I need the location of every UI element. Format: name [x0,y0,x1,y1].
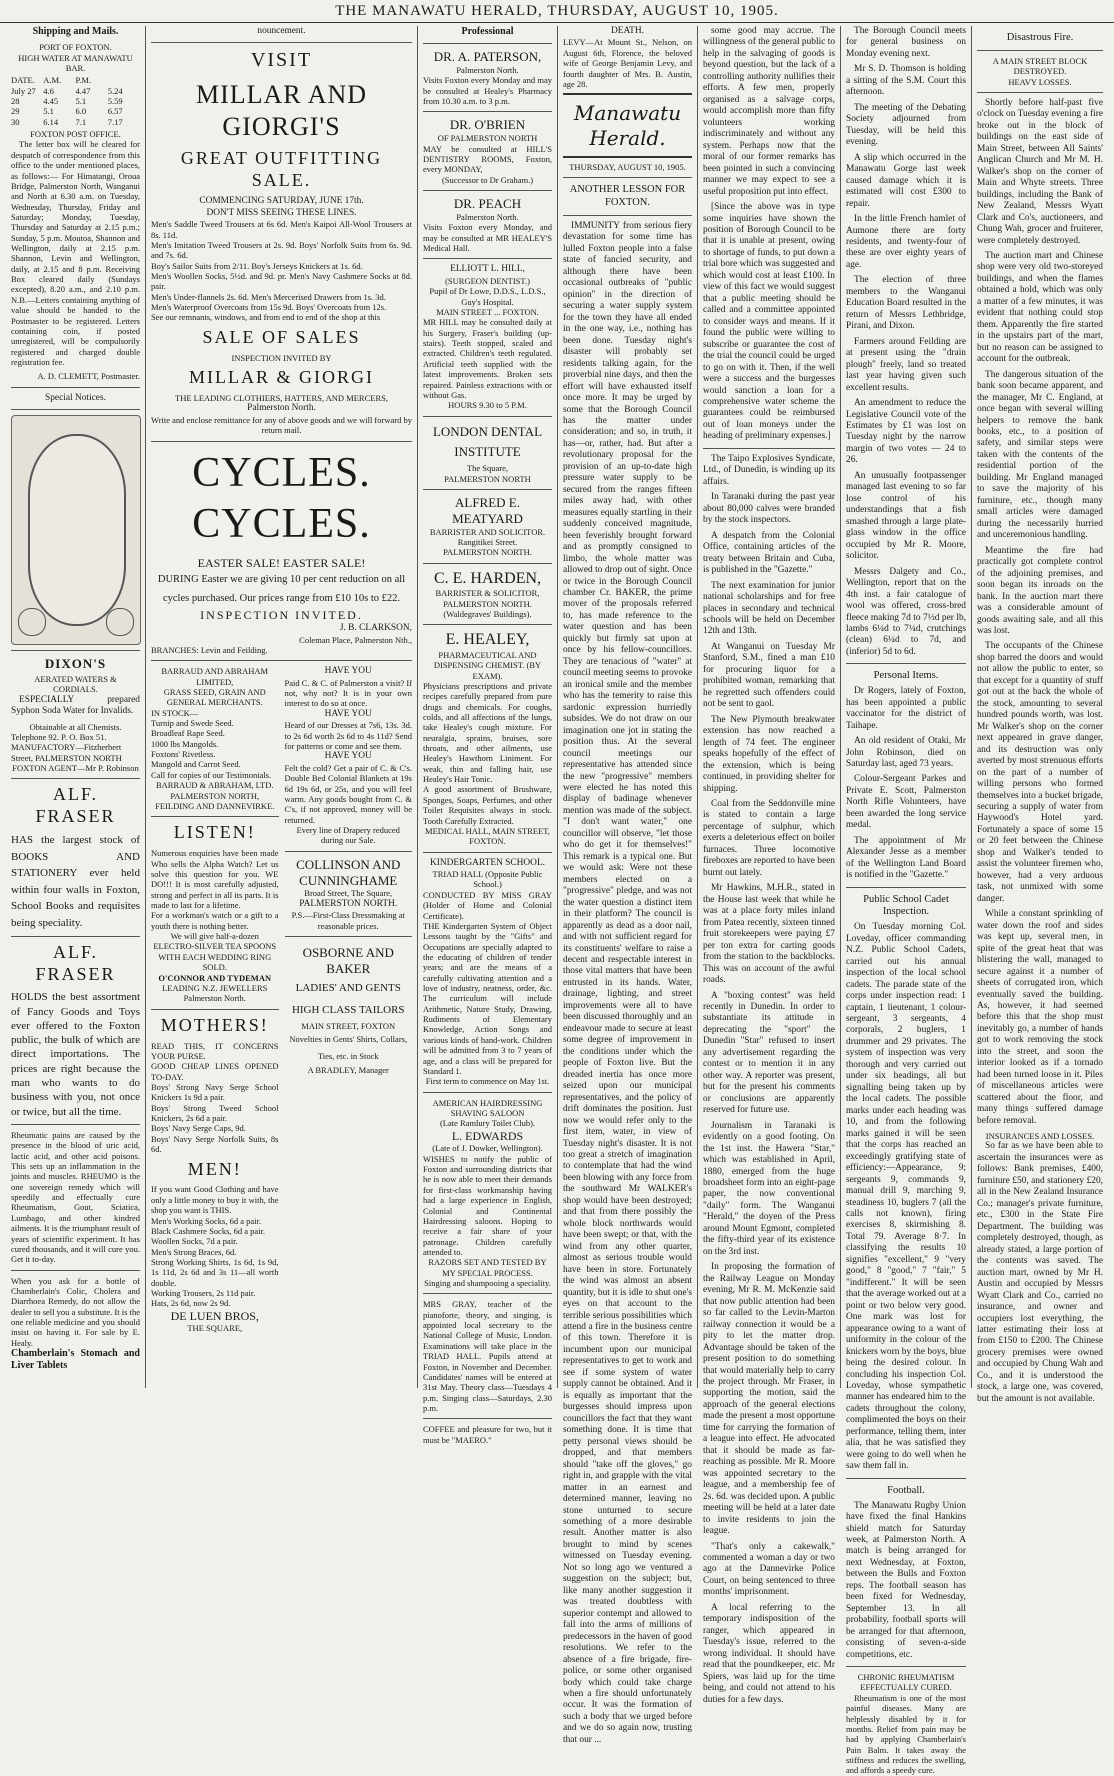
kinder-text: THE Kindergarten System of Object Lessons taught by the "Gifts" and Occupations are specially adapted to the educating of children of tender years; and are the means of a carefully cultivating attention and a love of industry, neatness, order, &c. The curriculum will include Arithmetic, Nature Study, Drawing, Rudiments of Elementary Knowledge, Action Songs and various kinds of hand-work. Children will be admitted from 3 to 7 years of age, and a class will be prepared for Standard 1. [423,920,552,1076]
collinson-ps: P.S.—First-Class Dressmaking at reasonable prices. [291,910,405,931]
osborne-nov: Novelties in Gents' Shirts, Collars, Ties, etc. in Stock [289,1034,408,1062]
edwards: L. EDWARDS [451,1128,524,1143]
sale-lines [151,219,412,312]
london-addr: The Square, [466,463,509,474]
personal-item: Colour-Sergeant Parkes and Private E. Scott, Palmerston North Rifle Volunteers, have been awarded the long service medal. [846,774,966,831]
editorial-note: [Since the above was in type some inquiries have shown the position of Borough Council to be that it is unable at present, owing to shortage of funds, to put down a trial bore which was suggested and which would cost at least £100. In view of this fact we would suggest that a public meeting should be called and a committee appointed to consider ways and means. If it found the public were willing to subscribe or guarantee the cost of the trial the council could be urged to go on with it. Then, if the well were a success and the burgesses would sanction a loan for a comprehensive water scheme the guarantees could be reimbursed out of loan moneys under the heading of preliminary expenses.] [703,202,835,442]
fire-sub-2: HEAVY LOSSES. [1008,76,1072,87]
barraud-stock: Mangold and Carrot Seed. [151,759,241,770]
harden-sub: BARRISTER & SOLICITOR, [435,588,540,599]
easter-text: DURING Easter we are giving 10 per cent reduction on all cycles purchased. Our prices range from £10 10s to £22. [157,573,406,604]
wedding: We will give half-a-dozen ELECTRO-SILVER TEA SPOONS WITH EACH WEDDING RING SOLD. [153,931,277,973]
chronic-text: Rheumatism is one of the most painful diseases. Many are helplessly disabled by it for months. Relief from pain may be had by applying Chamberlain's Pain Balm. It takes away the stiffness and reduces the swelling, and affords a speedy cure. [846,1692,966,1776]
post-text: The letter box will be cleared for despatch of correspondence from this office to the under mentioned places, as follows:— For Himatangi, Oroua Bridge, Palmerston North, Wanganui and North at 6.30 a.m. on Tuesday, Wednesday, Thursday, Friday and Saturday; Monday, Tuesday, Thursday and Saturday at 2.15 p.m.; Sunday, 5 p.m. Moutoa, Shannon and Wellington, daily at 2.15 p.m. Shannon, Levin and Wellington, daily, at 2.15 and 8 p.m. Receiving Box cleared daily (Sundays excepted), 8.20 a.m., and 2.10 p.m. N.B.—Letters containing anything of value should be handed to the Postmaster to be registered. Letters containing coin, if posted unregistered, will be compulsorily registered and charged double registration fee. [11,139,140,367]
coffee: COFFEE and pleasure for two, but it must be "MAERO." [423,1424,552,1445]
dixon-factory: MANUFACTORY—Fitzherbert Street, PALMERSTON NORTH [11,742,122,763]
edwards-sub: (Late of J. Dowker, Wellington). [432,1143,543,1154]
de-luen-sub: THE SQUARE, [187,1323,243,1334]
post-title: FOXTON POST OFFICE. [30,129,121,140]
cycles-title: CYCLES. CYCLES. [192,449,371,547]
meatyard-addr: Rangitikei Street. [457,536,518,547]
obrien-text: MAY be consulted at HILL'S DENTISTRY ROOMS, Foxton, every MONDAY, [423,143,552,175]
sale-line: Boy's Sailor Suits from 2/11. Boy's Jerseys Knickers at 1s. 6d. [151,260,363,271]
tide-cell: 29 [11,106,20,117]
port-title: PORT OF FOXTON. [39,42,112,53]
column-editorial [558,26,698,1745]
men-line: Working Trousers, 2s 11d pair. [151,1288,256,1299]
insurances-head: INSURANCES AND LOSSES. [985,1131,1095,1142]
harden-place: PALMERSTON NORTH. [443,598,532,609]
notices-title: Special Notices. [45,392,106,403]
column-advertisements [146,26,418,1388]
fire-text: The auction mart and Chinese shop were very old two-storeyed buildings, and when the flames obtained a hold, which was only a matter of a few minutes, it was evident that nothing could stop them. Apparently the fire started in the upstairs part of the mart, but no reason can be assigned to account for the outbreak. [977,250,1103,365]
news-item: Mr Hawkins, M.H.R., stated in the House last week that while he was at a place forty miles inland from Patea recently, sixteen tinned fruit storekeepers were paying £7 per ton extra for carting goods from the station to the backblocks. This was on account of the awful roads. [703,883,835,986]
barraud-sig: BARRAUD & ABRAHAM, LTD. [155,780,274,791]
mothers-line: Boys' Strong Tweed School Knickers, 2s 6d a pair. [151,1102,279,1124]
personal-item: The appointment of Mr Alexander Jesse as a member of the Wellington Land Board is notified in the "Gazette." [846,835,966,881]
ads-right [285,666,413,1334]
sale-line: Men's Woollen Socks, 5½d. and 9d. pr. Men's Navy Cashmere Socks at 8d. pair. [151,270,412,292]
medical-hall: MEDICAL HALL, MAIN STREET, FOXTON. [425,825,550,847]
fraser-title-2: ALF. FRASER [35,942,116,985]
elliott: ELLIOTT L. HILL, [450,264,525,275]
kindergarten: KINDERGARTEN SCHOOL. [429,857,546,868]
tide-cell: 5.59 [107,95,123,106]
millar-place: Palmerston North. [247,403,316,414]
men-title: MEN! [187,1158,242,1179]
barraud-stock: Foxtons' Rivetless. [151,749,216,760]
news-item: The Taipo Explosives Syndicate, Ltd., of Dunedin, is winding up its affairs. [703,453,835,487]
men-text: If you want Good Clothing and have only a little money to buy it with, the shop you want is THIS. [151,1184,279,1216]
obrien-succ: (Successor to Dr Graham.) [441,174,534,185]
tide-table [11,75,140,127]
local-item: In the little French hamlet of Aumone there are forty residents, and twenty-four of these are over eighty years of age. [846,214,966,270]
healey: E. HEALEY, [445,631,530,649]
osborne-sig: A BRADLEY, Manager [307,1065,389,1076]
men-line: Black Cashmere Socks, 6d a pair. [151,1225,266,1236]
oconnor-sub: LEADING N.Z. JEWELLERS [162,982,268,993]
tide-cell: 30 [11,116,20,127]
personal-item: An old resident of Otaki, Mr John Robinson, died on Saturday last, aged 73 years. [846,736,966,769]
write-remittance: Write and enclose remittance for any of above goods and we will forward by return mail. [151,414,412,436]
tide-header [108,75,140,85]
cadet-text: On Tuesday morning Col. Loveday, officer commanding N.Z. Public School Cadets, carried out his annual inspection of the local school cadets. The parade state of the corps under inspection read: 1 captain, 1 lieutenant, 1 colour-sergeant, 3 sergeants, 4 corporals, 2 buglers, 1 drummer and 29 privates. The system of inspection was very thorough and very carried out under six headings, all but signalling being taken up by the local cadets. The possible marks under each heading was 10, and from the following marks gained it will be seen that the corps has reached an exceedingly gratifying state of efficiency:—Appearance, 9; sergeants 9, commands 9, manual drill 9, marching 9, steadiness 10, buglers 7 (all the calls not known), firing exercises 8, skirmishing 8. Total 79. Average 8·7. In classifying the results 10 signifies "excellent," 9 "very good," 8 "good," 7 "fair," 5 "indifferent." It will be seen that the average worked out at a point or two below very good. One mark was lost for appearance owing to a want of uniformity in the colour of the knickers worn by the boys, blue being the desired colour. In concluding his inspection Col. Loveday, whose sympathetic manner has endeared him to the cadets throughout the colony, complimented the boys on their performance, telling them, inter alia, that he was satisfied they were going to do well when he saw them fall in. [846,922,966,1472]
local-item: The election of three members to the Wanganui Education Board resulted in the return of Messrs Lethbridge, Pirani, and Dixon. [846,275,966,332]
chronic-head: CHRONIC RHEUMATISM EFFECTUALLY CURED. [857,1672,955,1693]
barraud-stock: Turnip and Swede Seed. [151,718,234,729]
dixon-tel: Telephone 92. P. O. Box 51. [11,732,107,743]
harden-note: (Waldegraves' Buildings). [443,608,532,619]
singing: Singing and shampooing a speciality. [424,1278,551,1289]
razors: RAZORS SET AND TESTED BY MY SPECIAL PROCESS. [428,1257,547,1278]
inspection-invited-2: INSPECTION INVITED. [200,608,363,623]
obrien-sub: OF PALMERSTON NORTH [437,133,538,144]
elliott-text: MR HILL may be consulted daily at his Surgery, Fraser's building (up-stairs). Teeth stopped, scaled and extracted. Children's teeth regulated. Artificial teeth supplied with the latest improvements. Broken sets repaired. Painless extractions with or without Gas. [423,317,552,400]
news-item: In Taranaki during the past year about 80,000 calves were branded by the stock inspectors. [703,492,835,526]
news-item: Journalism in Taranaki is evidently on a good footing. On the 1st inst. the Hawera "Star," which was established in April, 1880, emerged from the huge broadsheet form into an eight-page paper, the now conventional "daily" form. The Wanganui "Herald," the doyen of the Press around Mount Egmont, completed the fifty-third year of its existence on the 3rd inst. [703,1120,835,1257]
have-you-1: HAVE YOU [324,666,372,677]
personal-item: Dr Rogers, lately of Foxton, has been appointed a public vaccinator for the district of Taihape. [846,686,966,731]
peach: DR. PEACH [453,196,522,212]
de-luen: DE LUEN BROS, [170,1308,259,1323]
fire-head: Disastrous Fire. [1006,32,1074,43]
dixon-title: DIXON'S [44,656,107,672]
collinson-addr: Broad Street, The Square, [304,888,393,899]
local-item: An amendment to reduce the Legislative Council vote of the Estimates by £1 was lost on Tuesday night by the narrow margin of two votes — 24 to 26. [846,398,966,466]
fraser-title: ALF. FRASER [35,784,116,827]
fraser-text: HAS the largest stock of BOOKS AND STATIONERY ever held within four walls in Foxton, School Books and requisites being speciality. [11,834,140,929]
sale-of-sales: SALE OF SALES [202,326,361,347]
london-place: PALMERSTON NORTH [444,473,531,484]
listen-text: Numerous enquiries have been made Who sells the Alpha Watch? Let us solve this question for you. WE DO!!! It is most carefully adjusted, strong and perfect in all its parts. It is made to last for a lifetime. [151,848,279,911]
seal-medallion-icon [106,608,134,636]
column-professional [418,26,558,1445]
london-dental: LONDON DENTAL INSTITUTE [432,423,543,460]
paterson: DR. A. PATERSON, [433,49,542,65]
rheumo-text: Rheumatic pains are caused by the presence in the blood of uric acid, lactic acid, and other acid poisons. This sets up an inflammation in the joints and muscles. RHEUMO is the one sovereign remedy which will speedily and effectually cure Rheumatism, Gout, Sciatica, Lumbago, and other kindred ailments. It is the triumphant result of years of scientific experiment. It has cured thousands, and it will cure you. Get it to-day. [11,1129,140,1265]
professional-title: Professional [461,26,514,37]
shaving: SHAVING SALOON [450,1108,525,1118]
news-item: "That's only a cakewalk," commented a woman a day or two ago at the Dannevirke Police Court, on being sentenced to three months' imprisonment. [703,1541,835,1598]
tide-header: A.M. [43,75,62,86]
have-you-2-text: Heard of our Dresses at 7s6, 13s. 3d. to 2s 6d worth 2s 6d to 4s 11d? Send for patterns or come and see them. [284,720,412,751]
meatyard-place: PALMERSTON NORTH. [443,547,532,558]
tide-cell: 7.1 [75,116,87,127]
osborne-sub: LADIES' AND GENTS HIGH CLASS TAILORS [291,981,405,1016]
collinson: COLLINSON AND CUNNINGHAME [296,856,401,888]
news-item: Coal from the Seddonville mine is stated to contain a large percentage of sulphur, which exerts a deleterious effect on boiler furnaces. Three locomotive fireboxes are reported to have been burnt out lately. [703,799,835,878]
mothers-line: Boys' Navy Serge Norfolk Suits, 8s 6d. [151,1133,279,1155]
paterson-place: Palmerston North. [456,65,519,76]
local-item: The meeting of the Debating Society adjourned from Tuesday, will be held this evening. [846,102,966,148]
obrien: DR. O'BRIEN [449,117,526,133]
listen-title: LISTEN! [173,822,256,843]
news-item: A despatch from the Colonial Office, containing articles of the treaty between Britain and Cuba, is published in the "Gazette." [703,530,835,576]
news-item: A local referring to the temporary indisposition of the ranger, which appeared in Tuesday's issue, referred to the wrong individual. It should have read that the poundkeeper, etc. Mr Spiers, was laid up for the time being, and could not attend to his duties for a few days. [703,1602,835,1705]
tide-cell: 5.1 [43,106,54,117]
local-item: The Borough Council meets for general business on Monday evening next. [846,26,966,59]
local-item: Messrs Dalgety and Co., Wellington, report that on the 4th inst. a fair catalogue of wool was offered, cross-bred fleece making 7d to 7½d per lb, lambs 6¼d to 7¼d, crutchings (clean) 6¼d to 7d, and (inferior) 5d to 6d. [846,566,966,657]
announcement-top: nouncement. [257,26,306,36]
sale-title: GREAT OUTFITTING SALE. [180,148,383,191]
local-item: A slip which occurred in the Manawatu Gorge last week caused damage which it is estimated will cost £300 to repair. [846,152,966,209]
fire-text: The occupants of the Chinese shop barred the doors and would not allow the public to enter, so that except for a quantity of stuff got out at the back the whole of the stock, amounting to several hundred pounds worth, was lost. Mr Walker's shop on the corner next appeared in grave danger, and its destruction was only averted by most strenuous efforts on the part of a number of willing persons who formed themselves into a bucket brigade, securing a supply of water from Haywood's Hotel yard. Fortunately a space of some 15 or 20 feet between the Chinese shop and Walker's tended to assist the volunteer firemen who, however, had a very arduous task, not unmixed with some danger. [977,641,1103,904]
barraud-place: PALMERSTON NORTH, FEILDING AND DANNEVIRKE. [155,790,275,811]
meatyard-sub: BARRISTER AND SOLICITOR. [429,526,546,537]
fire-text: While a constant sprinkling of water down the roof and sides was kept up, several men, in spite of the great heat that was blistering the wall, managed to secure against it a number of sheets of corrugated iron, which eventually saved the building. As, however, it had seemed before this that the shop must inevitably go, a number of hands got to work removing the stock into the street, and soon the interior looked as if a tornado had been turned loose in it. Piles of miscellaneous articles were scattered about the floor, and many things suffered damage before removal. [977,909,1103,1126]
mothers-line: Boys' Strong Navy Serge School Knickers 1s 9d a pair. [151,1082,279,1103]
seal-border [28,434,126,626]
paterson-text: Visits Foxton every Monday and may be consulted at Healey's Pharmacy from 10.30 a.m. to 3 p.m. [423,75,552,107]
hair-sub: (Late Ramlury Toilet Club). [439,1118,536,1129]
tide-header: P.M. [75,75,92,86]
news-item: The next examination for junior national scholarships and for free places in secondary and technical schools will be held on December 12th and 13th. [703,580,835,637]
seal-medallion-icon [18,608,46,636]
men-line: Men's Strong Braces, 6d. [151,1246,237,1257]
edwards-text: WISHES to notify the public of Foxton and surrounding districts that he is now able to meet their demands for first-class workmanship having had a large experience in English, Colonial and Continental Hairdressing saloons. Hoping to receive a fair share of your patronage. Children carefully attended to. [423,1153,552,1257]
football-head: Football. [887,1484,925,1496]
men-line: Strong Working Shirts, 1s 6d, 1s 9d, 1s 11d, 2s 6d and 3s 11—all worth double. [151,1256,279,1288]
ads-row [151,666,412,1334]
branches: BRANCHES: Levin and Feilding. [151,644,268,655]
osborne: OSBORNE AND BAKER [302,944,394,976]
mothers-title: MOTHERS! [160,1014,269,1035]
commencing: COMMENCING SATURDAY, JUNE 17th. [199,196,364,207]
tide-cell: July 27 [11,85,36,96]
editorial-date: THURSDAY, AUGUST 10, 1905. [569,162,686,173]
chamberlain-tablets: Chamberlain's Stomach and Liver Tablets [11,1348,140,1372]
advertisement-seal-image [11,415,141,645]
column-news [698,26,841,1705]
barraud-title: BARRAUD AND ABRAHAM LIMITED, [161,666,269,687]
tide-cell: 4.47 [75,85,91,96]
healey-sub: PHARMACEUTICAL AND DISPENSING CHEMIST. (BY EXAM). [433,649,542,681]
sale-line: Men's Imitation Tweed Trousers at 2s. 9d. Boys' Norfolk Suits from 6s. 9d. and 7s. 6d. [151,239,412,261]
inspection-invited: INSPECTION INVITED BY [231,352,332,363]
column-local [841,26,972,1776]
kinder-term: First term to commence on May 1st. [425,1076,550,1087]
have-you-3: HAVE YOU [324,751,372,762]
dixon-sub: AERATED WATERS & CORDIALS. [34,674,117,695]
have-you-2: HAVE YOU [324,708,372,719]
easter-sale: EASTER SALE! EASTER SALE! [197,556,366,571]
fire-text: Meantime the fire had practically got complete control of the adjoining premises, and soon began its inroads on the bank. In the auction mart there was a considerable amount of goods awaiting sale, and all this was lost. [977,545,1103,636]
clarkson-addr: Coleman Place, Palmerston Nth., [299,634,412,645]
editorial-continued: some good may accrue. The willingness of the general public to help in the salvaging of goods is beyond question, but the lack of a controlling authority nullifies their efforts. A few men, properly organised as a salvage corps, would accomplish more than fifty volunteers working indiscriminately and without any system. Perhaps now that the moral of our former remarks has been pointed in such a convincing manner we may expect to see a useful proposition put into effect. [703,26,836,197]
news-item: A "boxing contest" was held recently in Dunedin. In order to substantiate its attitude in deprecating the "sport" the Dunedin "Star" refused to insert any advertisement regarding the contest or to mention it in any other way. A reporter was present, but for the present his comments or conclusions are apparently reserved for future use. [703,990,835,1116]
column-shipping [6,26,146,1388]
kinder-addr: TRIAD HALL (Opposite Public School.) [432,869,543,890]
millar-giorgi-title: MILLAR AND GIORGI'S [195,79,368,141]
tide-cell: 4.6 [43,85,54,96]
tide-cell: 28 [11,95,20,106]
postmaster: A. D. CLEMETT, Postmaster. [37,371,140,382]
healey-text-2: A good assortment of Brushware, Sponges, Soaps, Perfumes, and other Toilet Requisites always in stock. Tooth Carefully Extracted. [423,784,552,826]
tide-title: HIGH WATER AT MANAWATU BAR. [18,52,133,73]
remnants: See our remnants, windows, and from end to end of the shop at this [151,312,381,323]
tide-cell: 6.0 [75,106,87,117]
death-head: DEATH. [610,26,645,36]
peach-text: Visits Foxton every Monday, and may be consulted at MR HEALEY'S Medical Hall. [423,222,552,254]
newspaper-flag: Manawatu Herald. [573,101,682,150]
meatyard: ALFRED E. MEATYARD [452,494,523,526]
visit-heading: VISIT [250,49,313,72]
dixon-agent: FOXTON AGENT—Mr P. Robinson [12,763,139,774]
tide-cell: 5.24 [107,85,123,96]
peach-place: Palmerston North. [456,212,519,222]
men-line: Woollen Socks, 7d a pair. [151,1236,238,1247]
sale-line: Men's Under-flannels 2s. 6d. Men's Mercerised Drawers from 1s. 3d. [151,291,386,302]
osborne-addr: MAIN STREET, FOXTON [301,1020,396,1031]
oconnor: O'CONNOR AND TYDEMAN [158,972,272,983]
cadet-head: Public School Cadet Inspection. [863,893,949,918]
news-item: At Wanganui on Tuesday Mr Stanford, S.M., fined a man £10 for procuring liquor for a prohibited woman, remarking that he regretted such offenders could not be sent to gaol. [703,641,835,710]
kinder-by: CONDUCTED BY MISS GRAY (Holder of Home and Colonial Certificate). [423,889,552,921]
local-item: An unusually footpassenger managed last evening to so far lose control of his understandings that a fish smashed through a large plate-glass window in the office occupied by Mr R. Moore, solicitor. [846,470,966,562]
sale-line: Men's Saddle Tweed Trousers at 6s 6d. Men's Kaipoi All-Wool Trousers at 8s. 11d. [151,219,412,240]
every-line: Every line of Drapery reduced during our Sale. [296,824,400,846]
page-columns [6,26,1108,1776]
football-text: The Manawatu Rugby Union have fixed the final Hankins shield match for Saturday week, at Palmerston North. A match is being arranged for next Wednesday, at Foxton, between the Bulls and Foxton reps. The football season has been fixed for Wednesday, September 13. In all probability, football sports will be arranged for that afternoon, consisting of seven-a-side competitions, etc. [846,1500,966,1660]
harden: C. E. HARDEN, [433,569,542,587]
chamberlain-text: When you ask for a bottle of Chamberlain's Colic, Cholera and Diarrhoea Remedy, do not allow the dealer to sell you a substitute. It is the one reliable medicine and you should insist on having it. For sale by E. Healy. [11,1275,140,1348]
death-text: LEVY—At Mount St., Nelson, on August 6th, Florence, the beloved wife of George Benjamin Levy, and fourth daughter of Mrs. B. Austin, age 28. [563,37,692,89]
article-title: ANOTHER LESSON FOR FOXTON. [569,184,686,209]
ads-left [151,666,279,1334]
elliott-addr: MAIN STREET ... FOXTON. [436,306,539,317]
news-item: In proposing the formation of the Railway League on Monday evening, Mr R. M. McKenzie said that now public attention had been so far called to the Levin-Marton railway connection it would be a pity to let the matter drop. Advantage should be taken of the present position to do something that would materially help to carry the project through. Mr Fraser, in supporting the motion, said the approach of the general elections made the present a most opportune time for carrying the formation of a league into effect. He advocated that it should be made as far-reaching as possible. Mr R. Moore was appointed secretary to the league, and a membership fee of 2s. 6d. was decided upon. A public meeting will be held at a later date to invite residents to join the league. [703,1262,835,1537]
clarkson: J. B. CLARKSON, [339,623,412,634]
column-fire [972,26,1108,1404]
tide-header: DATE. [11,75,35,86]
section-title: Shipping and Mails. [32,26,119,37]
millar-sub: THE LEADING CLOTHIERS, HATTERS, AND MERCERS, [175,393,388,403]
personal-head: Personal Items. [873,670,939,682]
tide-cell: 6.57 [107,106,123,117]
have-you-1-text: Paid C. & C. of Palmerston a visit? If not, why not? It is in your own interest to do so at once. [284,677,412,709]
gray-text: MRS GRAY, teacher of the pianoforte, theory, and singing, is appointed local secretary to the National College of Music, London. Examinations will take place in the TRIAD HALL. Pupils attend at Foxton, in November and December. Candidates' names will be entered at 31st May. Theory class—Tuesdays 4 p.m. Singing class—Saturdays, 2.30 p.m. [423,1299,552,1413]
healey-text: Physicians prescriptions and private recipes carefully prepared from pure drugs and chemicals. For coughs, colds, and all affections of the lungs, take Healey's cough mixture. For neuralgia, sprains, bruises, sore throats, and other ailments, use Healey's Hawthorn Liniment. For weak, thin and falling hair, use Healey's Hair Tonic. [423,680,552,785]
barraud-sub: GRASS SEED, GRAIN AND GENERAL MERCHANTS. [163,686,266,708]
barraud-stock: Broadleaf Rape Seed. [151,728,225,739]
tide-cell: 4.45 [43,95,59,106]
oconnor-place: Palmerston North. [183,993,246,1004]
fire-text: The dangerous situation of the bank soon became apparent, and the manager, Mr C. England, at once began with several willing helpers to remove the bank books, etc., to a position of safety, and similar steps were taken with the contents of the residential portion of the building. Mr England managed to save the majority of his furniture, etc., though many small articles were damaged during the necessarily hurried and unceremonious handling. [977,369,1103,541]
fire-sub-1: A MAIN STREET BLOCK DESTROYED. [992,55,1088,77]
mothers-sub: GOOD CHEAP LINES OPENED TO-DAY. [151,1061,279,1082]
men-line: Men's Working Socks, 6d a pair. [151,1215,262,1226]
local-item: Mr S. D. Thomson is holding a sitting of the S.M. Court this afternoon. [846,64,966,98]
local-item: Farmers around Feilding are at present using the "drain plough" freely, land so treated last year having given such excellent results. [846,336,966,393]
elliott-qual: Pupil of Dr Lowe, D.D.S., L.D.S., Guy's Hospital. [429,286,546,307]
mothers-line: Boys' Navy Serge Caps, 9d. [151,1123,246,1134]
editorial-text: IMMUNITY from serious fiery devastation for some time has lulled Foxton people into a false state of fancied security, and although there have been occasional outbreaks of "public opinion" in the direction of securing a water supply system for the town they have all ended in the one way, i.e., nothing has been done. Tuesday night's disaster will probably set residents talking again, for the proverbial nine days, and then the effort will have exhausted itself once more. It may be urged by some that the Borough Council has the matter under consideration; and so, in truth, it has—or, rather, had. But after a revolutionary proposal for the provision of an up-to-date high pressure water supply to be secured from the ranges fifteen miles away had, with other measures equally startling in their suddenly conceived magnitude, been feverishly brought forward and as promptly consigned to limbo, the whole matter was allowed to drop out of sight. Once or twice in the Borough Council chamber Cr. BAKER, the prime mover of the proposals referred to, has made reference to the water question and has been quickly but firmly sat upon at once by his fellow-councillors. They are tenacious of "water" at council meeting seems to provoke an ironical smile and the member who has the temerity to raise this sardonic expression hurriedly subsides. We do not draw on our imagination one jot in stating the position thus. At the several council meetings our representative has attended since the new "progressive" members were elected he has noted this display of badinage whenever mention was made of the subject. "I don't want water," one councillor will observe, "let those who do get it for themselves!" This remark is a typical one. But we would ask: Were not these members elected on a "progressive" pledge, and was not the water question a distinct item in their platform? The council is apparently as dead as a door nail, and with not sufficient regard for its constituents' welfare to raise a decent and respectable interest in those vital matters that have been entrusted in its hands. Water, drainage, lighting, and street improvements were all to have been discussed thoroughly and an endeavour made to secure at least some degree of improvement in the conditions under which the people of Foxton live. But the dreaded inertia has once more seized upon our municipal representatives, and the policy of drift dominates the position. Just now we would refer only to the first item, water, in view of Tuesday night's disaster. It is not too great a stretch of imagination to contemplate that had the wind been blowing with any force from the southward Mr WALKER's shop would have been destroyed; and that from there possibly the whole block northwards would have been swept; or that, with the wind from any other quarter, almost as serious trouble would have been in store. Fortunately the wind was almost an absent quantity, but it is idle to shut one's eyes on that account to the terrible serious possibilities which attend a fire in the business centre of this town. Therefore it is incumbent upon our municipal representatives to get to work and see if some system of water supply cannot be obtained. And it is equally as important that the burgesses should impress upon councillors the fact that they want something done. It is time that petty personal views should be dropped, and that members should "take off the gloves," go right in, and grapple with the vital matter in an earnest and determined manner, leaving no stone unturned to secure something of a more desirable result. Another matter is also brought to mind by scenes witnessed on Tuesday evening. Not so long ago we ventured a suggestion on the subject; but, like many another suggestion it was treated doubtless with superior contempt and allowed to fall into the arms of millions of predecessors in the haven of good resolutions. We refer to the absence of a fire brigade, fire-police, or some other organised body which could take charge when a fire should unfortunately occur. It was the formation of such a body that we urged before and we do so again now, trusting that our ... [563,221,692,1745]
dixon-text: ESPECIALLY prepared Syphon Soda Water for Invalids. [11,694,140,717]
hairdressing: AMERICAN HAIRDRESSING [432,1097,543,1108]
barraud-stock: IN STOCK— [151,707,199,718]
news-item: The New Plymouth breakwater extension has now reached a length of 74 feet. The engineer speaks hopefully of the effect of the extension, which is being continued, in providing shelter for shipping. [703,714,835,794]
fire-text: Shortly before half-past five o'clock on Tuesday evening a fire broke out in the block of buildings on the east side of Main Street, between All Saints' Anglican Church and Mr M. H. Walker's shop on the corner of Main and Whyte streets. Three buildings, including the Bank of New Zealand, Messrs Wyatt Clark and Co's, auctioneers, and Chung Wah, grocer and fruiterer, were completely destroyed. [977,97,1103,246]
tide-cell: 5.1 [75,95,87,106]
workmans: For a workman's watch or a gift to a youth there is nothing better. [151,910,279,931]
barraud-call: Call for copies of our Testimonials. [151,769,272,780]
men-line: Hats, 2s 6d, now 2s 9d. [151,1298,231,1309]
masthead: THE MANAWATU HERALD, THURSDAY, AUGUST 10, 1905. [0,0,1114,23]
sale-line: Men's Waterproof Overcoats from 15s 9d. Boys' Overcoats from 12s. [151,302,387,313]
tide-cell: 7.17 [107,116,123,127]
dixon-chem: Obtainable at all Chemists. [29,721,122,732]
millar-giorgi-2: MILLAR & GIORGI [189,367,374,388]
fraser-text-2: HOLDS the best assortment of Fancy Goods and Toys ever offered to the Foxton public, the bulk of which are direct importations. The prices are right because the man who wants to do business with you, not once or twice, but all the time. [11,991,140,1118]
elliott-hours: HOURS 9.30 to 5 P.M. [448,400,527,411]
elliott-sub: (SURGEON DENTIST.) [445,275,530,286]
barraud-stock: 1000 lbs Mangolds. [151,738,219,749]
mothers-text: READ THIS, IT CONCERNS YOUR PURSE. [151,1040,279,1061]
collinson-place: PALMERSTON NORTH. [299,898,398,909]
dont-miss: DON'T MISS SEEING THESE LINES. [206,207,357,218]
insurances-text: So far as we have been able to ascertain the insurances were as follows: Bank premises, £400, furniture £50, and stationery £20, all in the New Zealand Insurance Co.; manager's private furniture, etc., £300 in the State Fire Department. The building was completely destroyed, though, as already stated, a large portion of the contents was saved. The auction mart, owned by Mr H. Austin and occupied by Messrs Wyatt Clark and Co., carried no insurance, and owner and occupiers lost everything, the latter estimating their loss at from £150 to £200. The Chinese grocery premises were owned and occupied by Chung Wah and Co., and it is understood the stock, a large one, was covered, but the amount is not available. [977,1141,1103,1404]
have-you-3-text: Felt the cold? Get a pair of C. & C's. Double Bed Colonial Blankets at 19s 6d 19s 6d, or 25s, and you will feel warm. Any goods bought from C. & C's, if not approved, money will be returned. [284,762,412,825]
tide-cell: 6.14 [43,116,59,127]
